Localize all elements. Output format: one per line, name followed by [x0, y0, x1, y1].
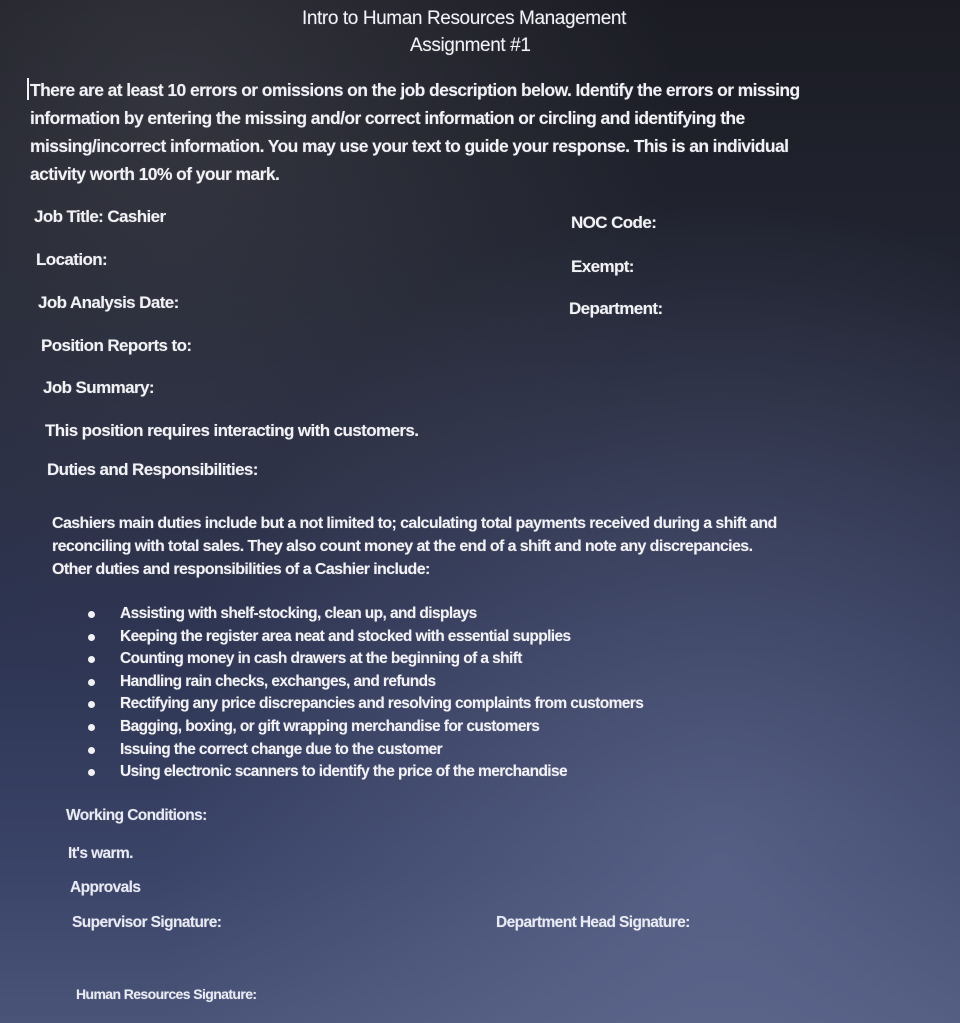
reports-to-field: Position Reports to: [41, 336, 192, 355]
approvals-label: Approvals [70, 879, 141, 896]
list-item-text: Keeping the register area neat and stocked with essential supplies [120, 627, 571, 645]
list-item-text: Assisting with shelf-stocking, clean up, and displays [120, 605, 477, 622]
list-item-text: Rectifying any price discrepancies and resolving complaints from customers [120, 695, 644, 713]
job-summary-text: This position requires interacting with customers. [45, 421, 419, 440]
bullet-icon [88, 701, 95, 708]
list-item [88, 626, 643, 649]
duties-paragraph-line: Cashiers main duties include but a not limited to; calculating total payments received during a shift and [52, 515, 777, 532]
list-item [88, 761, 643, 784]
department-field: Department: [569, 299, 663, 318]
exempt-field: Exempt: [571, 257, 634, 276]
duties-paragraph-line: reconciling with total sales. They also count money at the end of a shift and note any discrepancies. [52, 538, 753, 555]
working-conditions-text: It's warm. [68, 845, 133, 862]
job-analysis-date-field: Job Analysis Date: [38, 293, 179, 312]
noc-code-field: NOC Code: [571, 213, 657, 232]
job-summary-label: Job Summary: [43, 378, 154, 397]
instructions-line: missing/incorrect information. You may use your text to guide your response. This is an individual [30, 136, 789, 156]
job-title-field: Job Title: Cashier [34, 207, 166, 226]
list-item [88, 739, 643, 762]
hr-signature-field: Human Resources Signature: [76, 986, 257, 1002]
list-item-text: Issuing the correct change due to the customer [120, 740, 443, 758]
instructions-line: activity worth 10% of your mark. [30, 164, 280, 184]
bullet-icon [88, 724, 95, 731]
instructions-line: There are at least 10 errors or omissions on the job description below. Identify the errors or missing [30, 80, 800, 100]
duties-list [88, 603, 643, 784]
course-title: Intro to Human Resources Management [302, 8, 626, 29]
supervisor-signature-field: Supervisor Signature: [72, 914, 222, 931]
instructions-line: information by entering the missing and/or correct information or circling and identifying the [30, 108, 745, 128]
working-conditions-label: Working Conditions: [66, 807, 207, 824]
bullet-icon [88, 679, 95, 686]
bullet-icon [88, 656, 95, 663]
department-head-signature-field: Department Head Signature: [496, 914, 690, 931]
duties-paragraph-line: Other duties and responsibilities of a Cashier include: [52, 561, 430, 578]
list-item-text: Handling rain checks, exchanges, and refunds [120, 672, 436, 690]
list-item-text: Bagging, boxing, or gift wrapping merchandise for customers [120, 717, 540, 735]
list-item-text: Counting money in cash drawers at the beginning of a shift [120, 650, 522, 668]
list-item [88, 603, 643, 626]
instructions [30, 76, 910, 188]
duties-paragraph [52, 512, 892, 581]
location-field: Location: [36, 250, 108, 269]
bullet-icon [88, 611, 95, 618]
assignment-title: Assignment #1 [410, 35, 531, 56]
bullet-icon [88, 634, 95, 641]
text-cursor [27, 78, 29, 100]
bullet-icon [88, 747, 95, 754]
list-item [88, 671, 643, 694]
list-item-text: Using electronic scanners to identify the price of the merchandise [120, 763, 568, 781]
list-item [88, 716, 643, 739]
duties-label: Duties and Responsibilities: [47, 460, 258, 479]
list-item [88, 648, 643, 671]
bullet-icon [88, 769, 95, 776]
list-item [88, 693, 643, 716]
